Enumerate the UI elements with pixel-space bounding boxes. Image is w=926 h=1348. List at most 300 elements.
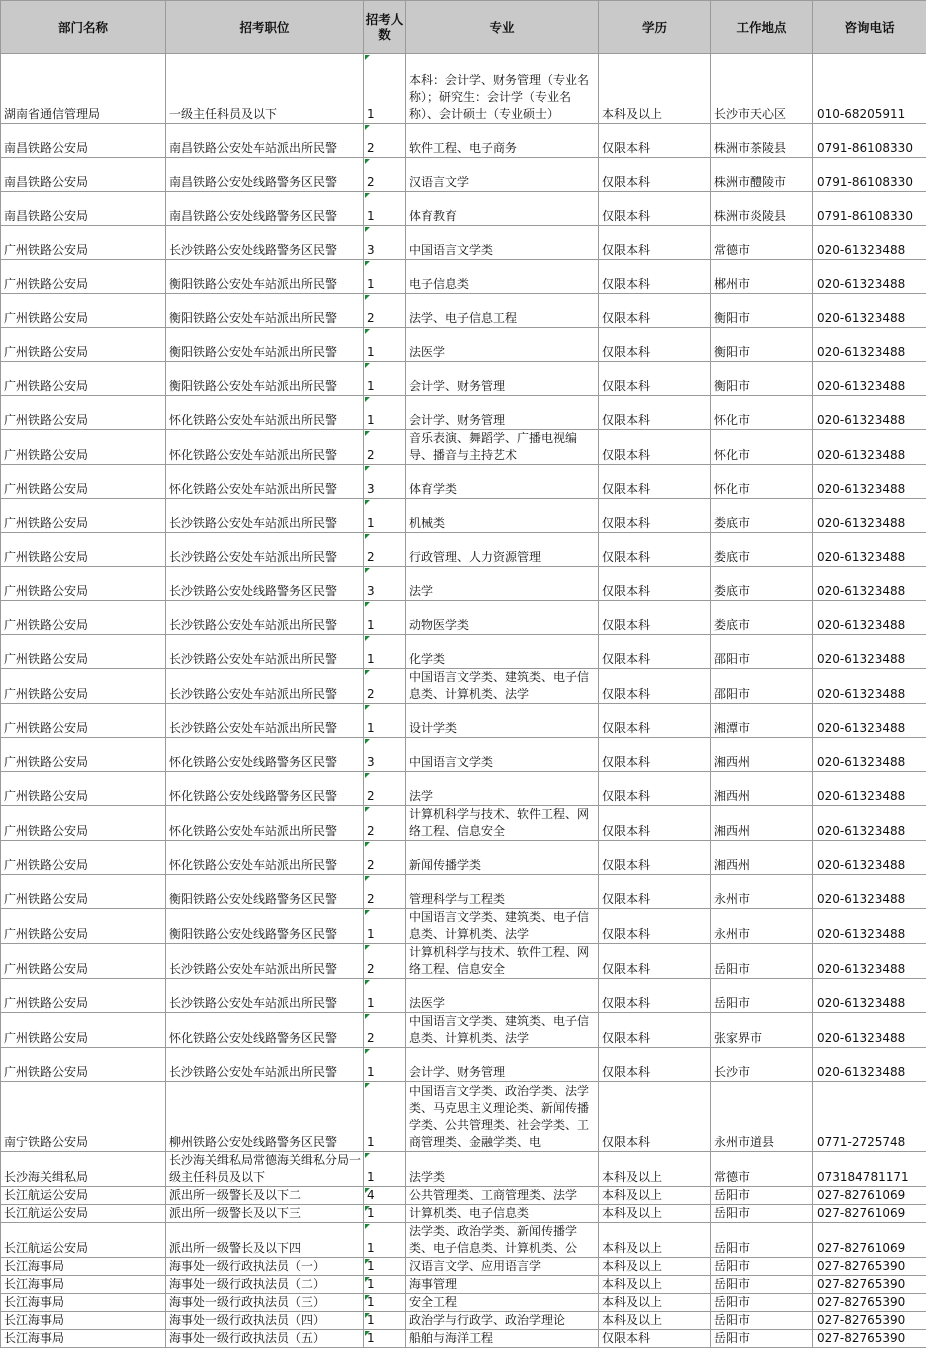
cell-count: 1 (364, 1330, 406, 1348)
cell-major: 法学 (406, 772, 599, 806)
cell-major: 会计学、财务管理 (406, 396, 599, 430)
cell-location: 株洲市炎陵县 (711, 192, 813, 226)
cell-position: 派出所一级警长及以下二 (166, 1187, 364, 1205)
cell-location: 岳阳市 (711, 1312, 813, 1330)
table-row (1, 1258, 926, 1276)
cell-education: 本科及以上 (599, 1223, 711, 1258)
cell-count: 1 (364, 635, 406, 669)
cell-dept: 湖南省通信管理局 (1, 54, 166, 124)
table-row (1, 465, 926, 499)
cell-location: 岳阳市 (711, 1330, 813, 1348)
cell-education: 仅限本科 (599, 738, 711, 772)
table-row (1, 294, 926, 328)
cell-major: 法学类 (406, 1152, 599, 1187)
table-row (1, 1048, 926, 1082)
cell-count: 1 (364, 54, 406, 124)
header-row (1, 1, 926, 54)
cell-count: 3 (364, 465, 406, 499)
cell-education: 仅限本科 (599, 226, 711, 260)
cell-location: 怀化市 (711, 396, 813, 430)
cell-dept: 广州铁路公安局 (1, 396, 166, 430)
cell-position: 海事处一级行政执法员（四） (166, 1312, 364, 1330)
table-row (1, 54, 926, 124)
cell-major: 中国语言文学类、建筑类、电子信息类、计算机类、法学 (406, 909, 599, 944)
cell-location: 常德市 (711, 226, 813, 260)
cell-education: 仅限本科 (599, 979, 711, 1013)
cell-position: 长沙铁路公安处车站派出所民警 (166, 704, 364, 738)
cell-major: 会计学、财务管理 (406, 362, 599, 396)
cell-phone: 020-61323488 (813, 635, 926, 669)
cell-major: 体育教育 (406, 192, 599, 226)
cell-education: 仅限本科 (599, 806, 711, 841)
cell-position: 衡阳铁路公安处线路警务区民警 (166, 909, 364, 944)
cell-dept: 广州铁路公安局 (1, 979, 166, 1013)
table-row (1, 806, 926, 841)
table-row (1, 704, 926, 738)
table-row (1, 226, 926, 260)
cell-education: 本科及以上 (599, 54, 711, 124)
cell-location: 张家界市 (711, 1013, 813, 1048)
cell-position: 怀化铁路公安处车站派出所民警 (166, 396, 364, 430)
cell-education: 仅限本科 (599, 635, 711, 669)
cell-position: 长沙铁路公安处车站派出所民警 (166, 1048, 364, 1082)
cell-major: 汉语言文学 (406, 158, 599, 192)
cell-location: 长沙市天心区 (711, 54, 813, 124)
cell-dept: 南昌铁路公安局 (1, 192, 166, 226)
cell-phone: 020-61323488 (813, 533, 926, 567)
cell-count: 2 (364, 1013, 406, 1048)
cell-phone: 020-61323488 (813, 909, 926, 944)
cell-major: 海事管理 (406, 1276, 599, 1294)
cell-education: 仅限本科 (599, 328, 711, 362)
cell-location: 永州市 (711, 909, 813, 944)
table-row (1, 260, 926, 294)
cell-count: 2 (364, 430, 406, 465)
cell-education: 本科及以上 (599, 1258, 711, 1276)
cell-phone: 020-61323488 (813, 738, 926, 772)
cell-location: 永州市道县 (711, 1082, 813, 1152)
cell-location: 常德市 (711, 1152, 813, 1187)
cell-count: 2 (364, 944, 406, 979)
cell-count: 2 (364, 669, 406, 704)
table-row (1, 1312, 926, 1330)
cell-location: 衡阳市 (711, 362, 813, 396)
table-row (1, 158, 926, 192)
table-row (1, 192, 926, 226)
cell-dept: 广州铁路公安局 (1, 328, 166, 362)
cell-dept: 广州铁路公安局 (1, 909, 166, 944)
cell-count: 1 (364, 1312, 406, 1330)
cell-phone: 020-61323488 (813, 328, 926, 362)
cell-dept: 长江海事局 (1, 1312, 166, 1330)
cell-dept: 广州铁路公安局 (1, 806, 166, 841)
cell-phone: 027-82765390 (813, 1276, 926, 1294)
cell-major: 中国语言文学类 (406, 226, 599, 260)
cell-count: 1 (364, 499, 406, 533)
cell-education: 本科及以上 (599, 1205, 711, 1223)
table-row (1, 841, 926, 875)
col-header-major: 专业 (406, 1, 599, 54)
cell-location: 长沙市 (711, 1048, 813, 1082)
cell-position: 海事处一级行政执法员（三） (166, 1294, 364, 1312)
cell-phone: 0771-2725748 (813, 1082, 926, 1152)
table-row (1, 499, 926, 533)
cell-location: 岳阳市 (711, 1223, 813, 1258)
cell-position: 派出所一级警长及以下三 (166, 1205, 364, 1223)
cell-dept: 长江海事局 (1, 1294, 166, 1312)
cell-dept: 广州铁路公安局 (1, 533, 166, 567)
cell-major: 船舶与海洋工程 (406, 1330, 599, 1348)
table-row (1, 430, 926, 465)
cell-dept: 广州铁路公安局 (1, 944, 166, 979)
cell-phone: 073184781171 (813, 1152, 926, 1187)
cell-count: 1 (364, 909, 406, 944)
cell-education: 本科及以上 (599, 1294, 711, 1312)
cell-phone: 020-61323488 (813, 806, 926, 841)
table-row (1, 1330, 926, 1348)
cell-major: 法学、电子信息工程 (406, 294, 599, 328)
cell-major: 中国语言文学类 (406, 738, 599, 772)
cell-dept: 广州铁路公安局 (1, 635, 166, 669)
table-row (1, 1205, 926, 1223)
cell-education: 本科及以上 (599, 1152, 711, 1187)
cell-position: 怀化铁路公安处线路警务区民警 (166, 738, 364, 772)
cell-phone: 020-61323488 (813, 601, 926, 635)
cell-phone: 027-82765390 (813, 1258, 926, 1276)
cell-major: 动物医学类 (406, 601, 599, 635)
cell-education: 仅限本科 (599, 669, 711, 704)
cell-count: 2 (364, 294, 406, 328)
cell-position: 衡阳铁路公安处车站派出所民警 (166, 328, 364, 362)
col-header-count: 招考人数 (364, 1, 406, 54)
cell-phone: 020-61323488 (813, 841, 926, 875)
cell-position: 长沙铁路公安处车站派出所民警 (166, 601, 364, 635)
cell-dept: 广州铁路公安局 (1, 465, 166, 499)
cell-phone: 010-68205911 (813, 54, 926, 124)
cell-phone: 020-61323488 (813, 669, 926, 704)
cell-major: 化学类 (406, 635, 599, 669)
cell-phone: 020-61323488 (813, 294, 926, 328)
cell-location: 株洲市茶陵县 (711, 124, 813, 158)
cell-position: 南昌铁路公安处车站派出所民警 (166, 124, 364, 158)
cell-phone: 020-61323488 (813, 875, 926, 909)
cell-education: 仅限本科 (599, 430, 711, 465)
table-row (1, 328, 926, 362)
cell-location: 岳阳市 (711, 1187, 813, 1205)
cell-education: 仅限本科 (599, 533, 711, 567)
cell-dept: 广州铁路公安局 (1, 601, 166, 635)
cell-major: 体育学类 (406, 465, 599, 499)
cell-dept: 南昌铁路公安局 (1, 158, 166, 192)
cell-count: 2 (364, 875, 406, 909)
cell-position: 怀化铁路公安处线路警务区民警 (166, 1013, 364, 1048)
cell-count: 1 (364, 601, 406, 635)
cell-location: 邵阳市 (711, 669, 813, 704)
cell-position: 长沙铁路公安处车站派出所民警 (166, 635, 364, 669)
cell-count: 1 (364, 979, 406, 1013)
cell-major: 计算机科学与技术、软件工程、网络工程、信息安全 (406, 806, 599, 841)
table-row (1, 1013, 926, 1048)
cell-position: 长沙铁路公安处车站派出所民警 (166, 669, 364, 704)
cell-position: 怀化铁路公安处车站派出所民警 (166, 841, 364, 875)
cell-location: 娄底市 (711, 533, 813, 567)
cell-major: 会计学、财务管理 (406, 1048, 599, 1082)
table-row (1, 1223, 926, 1258)
cell-position: 柳州铁路公安处线路警务区民警 (166, 1082, 364, 1152)
cell-major: 计算机类、电子信息类 (406, 1205, 599, 1223)
table-row (1, 362, 926, 396)
cell-position: 一级主任科员及以下 (166, 54, 364, 124)
cell-position: 长沙铁路公安处车站派出所民警 (166, 499, 364, 533)
cell-location: 湘西州 (711, 772, 813, 806)
cell-location: 岳阳市 (711, 944, 813, 979)
cell-education: 本科及以上 (599, 1276, 711, 1294)
cell-count: 1 (364, 704, 406, 738)
cell-location: 衡阳市 (711, 294, 813, 328)
cell-position: 海事处一级行政执法员（一） (166, 1258, 364, 1276)
cell-phone: 027-82761069 (813, 1205, 926, 1223)
cell-position: 怀化铁路公安处线路警务区民警 (166, 772, 364, 806)
cell-phone: 020-61323488 (813, 430, 926, 465)
col-header-position: 招考职位 (166, 1, 364, 54)
cell-major: 行政管理、人力资源管理 (406, 533, 599, 567)
cell-phone: 020-61323488 (813, 1048, 926, 1082)
cell-location: 岳阳市 (711, 1205, 813, 1223)
table-row (1, 875, 926, 909)
cell-dept: 广州铁路公安局 (1, 226, 166, 260)
cell-dept: 广州铁路公安局 (1, 1013, 166, 1048)
table-body (1, 54, 926, 1348)
cell-count: 1 (364, 260, 406, 294)
cell-phone: 020-61323488 (813, 465, 926, 499)
col-header-phone: 咨询电话 (813, 1, 926, 54)
cell-phone: 0791-86108330 (813, 158, 926, 192)
cell-location: 娄底市 (711, 567, 813, 601)
cell-dept: 长江航运公安局 (1, 1187, 166, 1205)
col-header-education: 学历 (599, 1, 711, 54)
cell-count: 2 (364, 841, 406, 875)
cell-dept: 广州铁路公安局 (1, 430, 166, 465)
table-row (1, 635, 926, 669)
cell-location: 怀化市 (711, 430, 813, 465)
cell-education: 仅限本科 (599, 841, 711, 875)
cell-location: 株洲市醴陵市 (711, 158, 813, 192)
cell-count: 1 (364, 1258, 406, 1276)
cell-position: 怀化铁路公安处车站派出所民警 (166, 465, 364, 499)
cell-dept: 广州铁路公安局 (1, 841, 166, 875)
cell-education: 仅限本科 (599, 567, 711, 601)
cell-dept: 长沙海关缉私局 (1, 1152, 166, 1187)
cell-phone: 020-61323488 (813, 396, 926, 430)
cell-major: 音乐表演、舞蹈学、广播电视编导、播音与主持艺术 (406, 430, 599, 465)
cell-count: 2 (364, 158, 406, 192)
cell-dept: 长江海事局 (1, 1276, 166, 1294)
cell-position: 长沙铁路公安处车站派出所民警 (166, 979, 364, 1013)
cell-location: 郴州市 (711, 260, 813, 294)
cell-education: 仅限本科 (599, 909, 711, 944)
cell-count: 1 (364, 1205, 406, 1223)
cell-count: 1 (364, 328, 406, 362)
cell-phone: 020-61323488 (813, 1013, 926, 1048)
cell-position: 衡阳铁路公安处车站派出所民警 (166, 294, 364, 328)
cell-count: 1 (364, 1294, 406, 1312)
cell-phone: 020-61323488 (813, 567, 926, 601)
cell-education: 仅限本科 (599, 875, 711, 909)
cell-major: 法医学 (406, 328, 599, 362)
cell-position: 南昌铁路公安处线路警务区民警 (166, 158, 364, 192)
cell-count: 2 (364, 772, 406, 806)
table-row (1, 1152, 926, 1187)
table-row (1, 909, 926, 944)
cell-count: 3 (364, 567, 406, 601)
cell-dept: 广州铁路公安局 (1, 704, 166, 738)
cell-count: 1 (364, 1082, 406, 1152)
cell-phone: 020-61323488 (813, 704, 926, 738)
cell-phone: 020-61323488 (813, 226, 926, 260)
cell-position: 长沙铁路公安处线路警务区民警 (166, 567, 364, 601)
cell-education: 仅限本科 (599, 158, 711, 192)
cell-position: 怀化铁路公安处车站派出所民警 (166, 430, 364, 465)
cell-location: 衡阳市 (711, 328, 813, 362)
cell-phone: 027-82765390 (813, 1294, 926, 1312)
cell-position: 长沙海关缉私局常德海关缉私分局一级主任科员及以下 (166, 1152, 364, 1187)
cell-location: 娄底市 (711, 499, 813, 533)
cell-position: 衡阳铁路公安处车站派出所民警 (166, 362, 364, 396)
cell-education: 仅限本科 (599, 1013, 711, 1048)
table-row (1, 533, 926, 567)
cell-major: 软件工程、电子商务 (406, 124, 599, 158)
cell-count: 1 (364, 1276, 406, 1294)
cell-dept: 广州铁路公安局 (1, 772, 166, 806)
table-row (1, 567, 926, 601)
cell-position: 长沙铁路公安处线路警务区民警 (166, 226, 364, 260)
cell-location: 湘西州 (711, 806, 813, 841)
table-row (1, 772, 926, 806)
cell-phone: 0791-86108330 (813, 192, 926, 226)
cell-education: 仅限本科 (599, 499, 711, 533)
cell-count: 1 (364, 362, 406, 396)
cell-count: 2 (364, 533, 406, 567)
cell-position: 衡阳铁路公安处车站派出所民警 (166, 260, 364, 294)
cell-education: 仅限本科 (599, 704, 711, 738)
table-row (1, 124, 926, 158)
cell-position: 海事处一级行政执法员（二） (166, 1276, 364, 1294)
cell-location: 湘西州 (711, 738, 813, 772)
cell-dept: 广州铁路公安局 (1, 669, 166, 704)
table-row (1, 944, 926, 979)
table-row (1, 1082, 926, 1152)
cell-education: 仅限本科 (599, 362, 711, 396)
cell-dept: 长江航运公安局 (1, 1205, 166, 1223)
cell-education: 仅限本科 (599, 1082, 711, 1152)
cell-education: 仅限本科 (599, 1330, 711, 1348)
cell-dept: 长江航运公安局 (1, 1223, 166, 1258)
cell-dept: 广州铁路公安局 (1, 260, 166, 294)
cell-major: 机械类 (406, 499, 599, 533)
cell-phone: 020-61323488 (813, 944, 926, 979)
cell-major: 汉语言文学、应用语言学 (406, 1258, 599, 1276)
cell-dept: 广州铁路公安局 (1, 499, 166, 533)
cell-education: 仅限本科 (599, 124, 711, 158)
cell-location: 怀化市 (711, 465, 813, 499)
cell-education: 仅限本科 (599, 396, 711, 430)
cell-major: 中国语言文学类、政治学类、法学类、马克思主义理论类、新闻传播学类、公共管理类、社会学类、工商管理类、金融学类、电 (406, 1082, 599, 1152)
cell-phone: 020-61323488 (813, 772, 926, 806)
cell-dept: 广州铁路公安局 (1, 1048, 166, 1082)
cell-location: 湘潭市 (711, 704, 813, 738)
cell-count: 4 (364, 1187, 406, 1205)
cell-major: 计算机科学与技术、软件工程、网络工程、信息安全 (406, 944, 599, 979)
cell-phone: 0791-86108330 (813, 124, 926, 158)
table-row (1, 1294, 926, 1312)
cell-count: 1 (364, 1152, 406, 1187)
cell-location: 岳阳市 (711, 1294, 813, 1312)
cell-education: 本科及以上 (599, 1312, 711, 1330)
cell-position: 派出所一级警长及以下四 (166, 1223, 364, 1258)
col-header-location: 工作地点 (711, 1, 813, 54)
cell-position: 衡阳铁路公安处线路警务区民警 (166, 875, 364, 909)
cell-major: 法学 (406, 567, 599, 601)
cell-major: 法学类、政治学类、新闻传播学类、电子信息类、计算机类、公 (406, 1223, 599, 1258)
cell-major: 管理科学与工程类 (406, 875, 599, 909)
cell-dept: 广州铁路公安局 (1, 567, 166, 601)
cell-education: 仅限本科 (599, 260, 711, 294)
cell-count: 1 (364, 396, 406, 430)
cell-dept: 南宁铁路公安局 (1, 1082, 166, 1152)
cell-phone: 020-61323488 (813, 499, 926, 533)
cell-major: 设计学类 (406, 704, 599, 738)
table-row (1, 979, 926, 1013)
table-row (1, 601, 926, 635)
cell-location: 湘西州 (711, 841, 813, 875)
cell-major: 电子信息类 (406, 260, 599, 294)
cell-education: 仅限本科 (599, 465, 711, 499)
table-row (1, 1187, 926, 1205)
cell-count: 3 (364, 226, 406, 260)
cell-count: 1 (364, 1048, 406, 1082)
cell-education: 仅限本科 (599, 294, 711, 328)
cell-location: 邵阳市 (711, 635, 813, 669)
cell-count: 3 (364, 738, 406, 772)
table-row (1, 669, 926, 704)
cell-count: 1 (364, 1223, 406, 1258)
cell-phone: 020-61323488 (813, 260, 926, 294)
cell-location: 娄底市 (711, 601, 813, 635)
cell-dept: 广州铁路公安局 (1, 875, 166, 909)
cell-phone: 027-82765390 (813, 1312, 926, 1330)
cell-location: 岳阳市 (711, 1258, 813, 1276)
table-row (1, 396, 926, 430)
cell-position: 长沙铁路公安处车站派出所民警 (166, 533, 364, 567)
table-row (1, 1276, 926, 1294)
cell-location: 永州市 (711, 875, 813, 909)
cell-position: 海事处一级行政执法员（五） (166, 1330, 364, 1348)
cell-phone: 020-61323488 (813, 979, 926, 1013)
cell-dept: 长江海事局 (1, 1330, 166, 1348)
table-row (1, 738, 926, 772)
cell-dept: 广州铁路公安局 (1, 294, 166, 328)
cell-education: 仅限本科 (599, 772, 711, 806)
cell-count: 2 (364, 124, 406, 158)
cell-dept: 广州铁路公安局 (1, 738, 166, 772)
cell-phone: 027-82765390 (813, 1330, 926, 1348)
cell-major: 中国语言文学类、建筑类、电子信息类、计算机类、法学 (406, 669, 599, 704)
cell-dept: 广州铁路公安局 (1, 362, 166, 396)
cell-education: 仅限本科 (599, 601, 711, 635)
cell-education: 仅限本科 (599, 944, 711, 979)
cell-position: 怀化铁路公安处车站派出所民警 (166, 806, 364, 841)
cell-major: 本科：会计学、财务管理（专业名称）；研究生：会计学（专业名称）、会计硕士（专业硕士） (406, 54, 599, 124)
